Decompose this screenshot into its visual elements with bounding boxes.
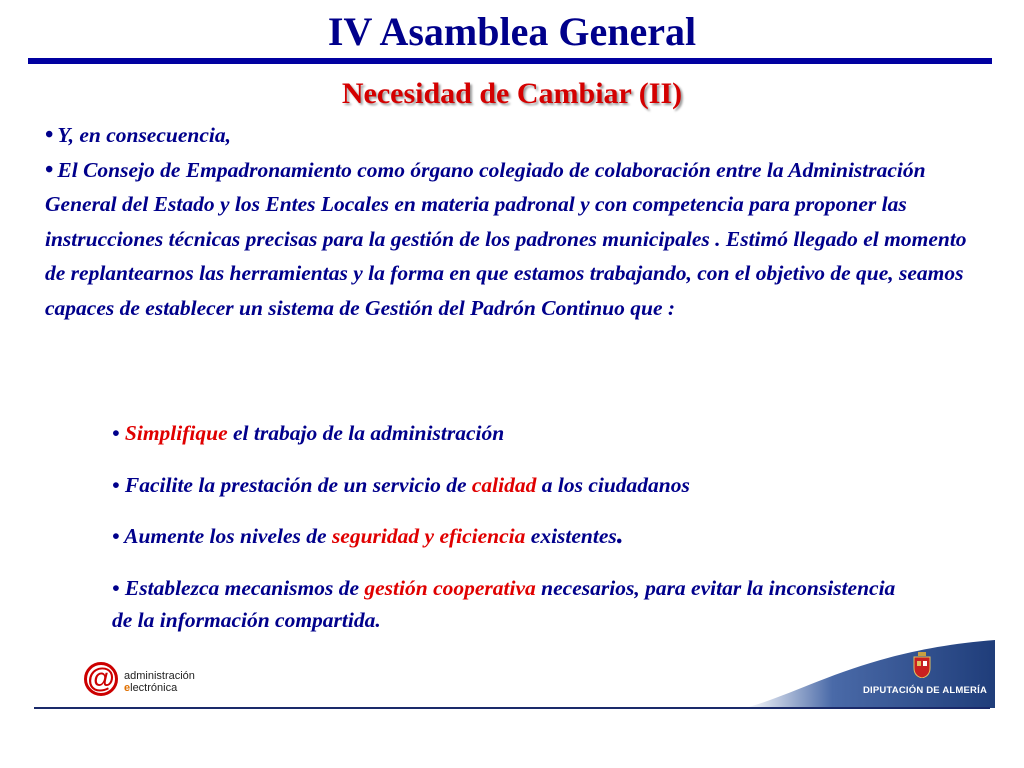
sub-item-gestion: • Establezca mecanismos de gestión cooperativa necesarios, para evitar la inconsistencia de la información compartida.: [112, 576, 896, 632]
sentence-period: .: [616, 519, 624, 550]
sub-item-text: a los ciudadanos: [536, 473, 690, 497]
logo-text-line2: [124, 682, 177, 695]
at-sign-icon: @: [84, 662, 118, 696]
slide-subtitle: [0, 76, 1024, 112]
sub-item-text: necesarios, para evitar la inconsistencia de la información compartida.: [112, 576, 896, 632]
main-text: [45, 118, 985, 325]
subtitle-text: Necesidad de Cambiar (II): [341, 77, 683, 110]
sub-item-text: existentes: [525, 524, 617, 548]
sub-item-text: Establezca mecanismos de: [124, 576, 365, 600]
sub-item-text: el trabajo de la administración: [227, 421, 505, 445]
title-underline: [28, 58, 992, 64]
bullet-1-text: Y, en consecuencia,: [57, 123, 231, 147]
sub-item-text: Aumente los niveles de: [124, 524, 332, 548]
slide-title: IV Asamblea General: [327, 9, 697, 54]
sub-item-highlight: seguridad y eficiencia: [331, 524, 526, 548]
sub-item-highlight: gestión cooperativa: [364, 576, 536, 600]
sub-item-highlight: Simplifique: [124, 421, 228, 445]
diputacion-banner: [745, 640, 995, 708]
diputacion-label: DIPUTACIÓN DE ALMERÍA: [863, 685, 988, 696]
sub-item-calidad: • Facilite la prestación de un servicio de calidad a los ciudadanos: [112, 473, 690, 497]
coat-of-arms-icon: [913, 652, 931, 678]
logo-text-rest: lectrónica: [130, 682, 178, 694]
bullet-1: [45, 118, 985, 153]
sub-item-highlight: calidad: [471, 473, 537, 497]
bullet-dot: •: [45, 156, 54, 183]
administracion-electronica-logo: [84, 662, 224, 702]
logo-initial: e: [124, 682, 131, 694]
bullet-2-text: El Consejo de Empadronamiento como órgano colegiado de colaboración entre la Administración General del Estado y los Entes Locales en materia padronal y con competencia para proponer las instrucciones técnicas precisas para la gestión de los padrones municipales . Estimó llegado el momento de replantearnos las herramientas y la forma en que estamos trabajando, con el objetivo de que, seamos capaces de establecer un sistema de Gestión del Padrón Continuo que :: [45, 157, 967, 320]
footer-divider: [34, 707, 990, 709]
sub-item-text: Facilite la prestación de un servicio de: [124, 473, 472, 497]
logo-text-line1: administración: [124, 670, 195, 682]
sub-item-simplifique: • Simplifique el trabajo de la administración: [112, 421, 505, 445]
banner-shape: [745, 640, 995, 708]
sub-item-seguridad: • Aumente los niveles de seguridad y eficiencia existentes.: [112, 519, 624, 550]
bullet-dot: •: [45, 122, 54, 148]
bullet-2: [45, 153, 985, 326]
